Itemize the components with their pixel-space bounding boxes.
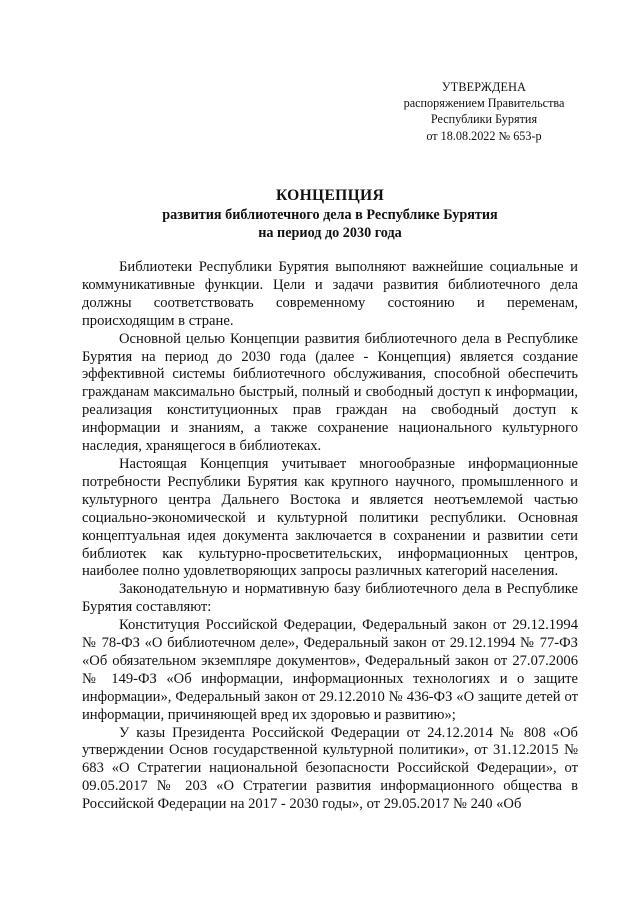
- paragraph-federal-laws: Конституция Российской Федерации, Федеральный закон от 29.12.1994 № 78-ФЗ «О библиотечном деле», Федеральный закон от 29.12.1994 № 77-ФЗ «Об обязательном экземпляре документов», Федеральный закон от 27.07.2006 № 149-ФЗ «Об информации, информационных технологиях и о защите информации», Федеральный закон от 29.12.2010 № 436-ФЗ «О защите детей от информации, причиняющей вред их здоровью и развитию»;: [82, 617, 578, 723]
- title-heading: КОНЦЕПЦИЯ: [275, 187, 385, 204]
- paragraph-presidential-decrees: У казы Президента Российской Федерации от 24.12.2014 № 808 «Об утверждении Основ государственной культурной политики», от 31.12.2015 № 683 «О Стратегии национальной безопасности Российской Федерации», от 09.05.2017 № 203 «О Стратегии развития информационного общества в Российской Федерации на 2017 - 2030 годы», от 29.05.2017 № 240 «Об: [82, 724, 578, 813]
- approval-date-number: от 18.08.2022 № 653-р: [426, 128, 542, 143]
- document-body: [82, 259, 578, 814]
- document-title: [80, 186, 580, 242]
- paragraph-intro: Библиотеки Республики Бурятия выполняют важнейшие социальные и коммуникативные функции. Цели и задачи развития библиотечного дела должны соответствовать современному состоянию и переменам, происходящим в стране.: [82, 259, 578, 329]
- approval-issuer: распоряжением Правительства: [403, 96, 565, 111]
- title-subtitle-line-2: на период до 2030 года: [258, 225, 402, 242]
- approval-heading: УТВЕРЖДЕНА: [441, 80, 527, 94]
- paragraph-goal: Основной целью Концепции развития библиотечного дела в Республике Бурятия на период до 2030 года (далее - Концепция) является создание эффективной системы библиотечного обслуживания, способной обеспечить гражданам максимально быстрый, полный и свободный доступ к информации, реализация конституционных прав граждан на свободный доступ к информации и знаниям, а также сохранение национального культурного наследия, хранящегося в библиотеках.: [82, 330, 578, 455]
- paragraph-needs: Настоящая Концепция учитывает многообразные информационные потребности Республики Бурятия как крупного научного, промышленного и культурного центра Дальнего Востока и является неотъемлемой частью социально-экономической и культурной политики республики. Основная концептуальная идея документа заключается в сохранении и развитии сети библиотек как культурно-просветительских, информационных центров, наиболее полно удовлетворяющих запросы различных категорий населения.: [82, 455, 578, 580]
- title-subtitle-line-1: развития библиотечного дела в Республике Бурятия: [162, 207, 498, 223]
- approval-region: Республики Бурятия: [430, 112, 538, 127]
- paragraph-legal-base: Законодательную и нормативную базу библиотечного дела в Республике Бурятия составляют:: [82, 581, 578, 616]
- approval-stamp: [396, 79, 572, 144]
